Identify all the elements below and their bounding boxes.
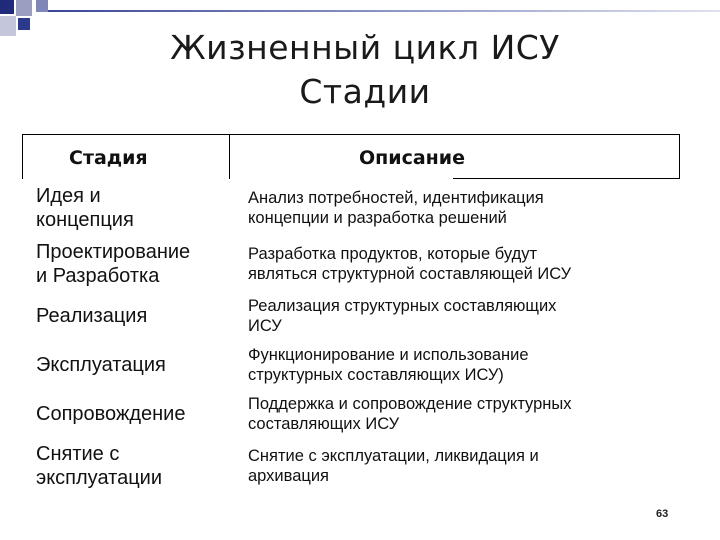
corner-decoration-square xyxy=(0,0,14,14)
description-text: Снятие с эксплуатации, ликвидация и xyxy=(248,447,539,465)
description-text: архивация xyxy=(248,467,329,485)
description-cell xyxy=(244,244,680,284)
corner-decoration-square xyxy=(0,16,16,36)
stages-table xyxy=(22,134,680,493)
stage-text: концепция xyxy=(36,209,134,231)
description-text: Поддержка и сопровождение структурных xyxy=(248,395,572,413)
table-row xyxy=(22,389,680,439)
corner-decoration-square xyxy=(36,0,48,12)
stage-cell xyxy=(22,184,244,232)
header-stage: Стадия xyxy=(69,147,148,169)
description-cell xyxy=(244,345,680,385)
description-cell xyxy=(244,296,680,336)
slide-title xyxy=(130,26,600,114)
page-number: 63 xyxy=(656,508,669,520)
slide-title-line1: Жизненный цикл ИСУ xyxy=(170,28,560,67)
table-row xyxy=(22,237,680,291)
description-cell xyxy=(244,394,680,434)
table-header xyxy=(22,134,680,179)
table-row xyxy=(22,179,680,237)
table-row xyxy=(22,341,680,389)
description-cell xyxy=(244,188,680,228)
description-cell xyxy=(244,446,680,486)
stage-text: Сопровождение xyxy=(36,403,186,425)
top-decoration-bar xyxy=(48,10,720,12)
table-row xyxy=(22,291,680,341)
stage-text: Идея и xyxy=(36,185,101,207)
header-divider xyxy=(229,135,230,179)
description-text: являться структурной составляющей ИСУ xyxy=(248,265,572,283)
stage-text: Снятие с xyxy=(36,443,120,465)
description-text: Анализ потребностей, идентификация xyxy=(248,189,544,207)
stage-cell xyxy=(22,402,244,426)
stage-text: эксплуатации xyxy=(36,467,162,489)
description-text: ИСУ xyxy=(248,317,282,335)
corner-decoration-square xyxy=(16,0,32,16)
stage-text: Проектирование xyxy=(36,241,191,263)
description-text: составляющих ИСУ xyxy=(248,415,400,433)
description-text: структурных составляющих ИСУ) xyxy=(248,366,504,384)
stage-cell xyxy=(22,442,244,490)
stage-text: и Разработка xyxy=(36,265,160,287)
slide-title-line2: Стадии xyxy=(299,72,431,111)
stage-text: Реализация xyxy=(36,305,148,327)
stage-text: Эксплуатация xyxy=(36,354,166,376)
corner-decoration-square xyxy=(18,18,30,30)
table-row xyxy=(22,439,680,493)
description-text: Функционирование и использование xyxy=(248,346,529,364)
stage-cell xyxy=(22,353,244,377)
stage-cell xyxy=(22,240,244,288)
header-description: Описание xyxy=(359,147,466,169)
stage-cell xyxy=(22,304,244,328)
description-text: Разработка продуктов, которые будут xyxy=(248,245,538,263)
description-text: Реализация структурных составляющих xyxy=(248,297,557,315)
description-text: концепции и разработка решений xyxy=(248,209,507,227)
